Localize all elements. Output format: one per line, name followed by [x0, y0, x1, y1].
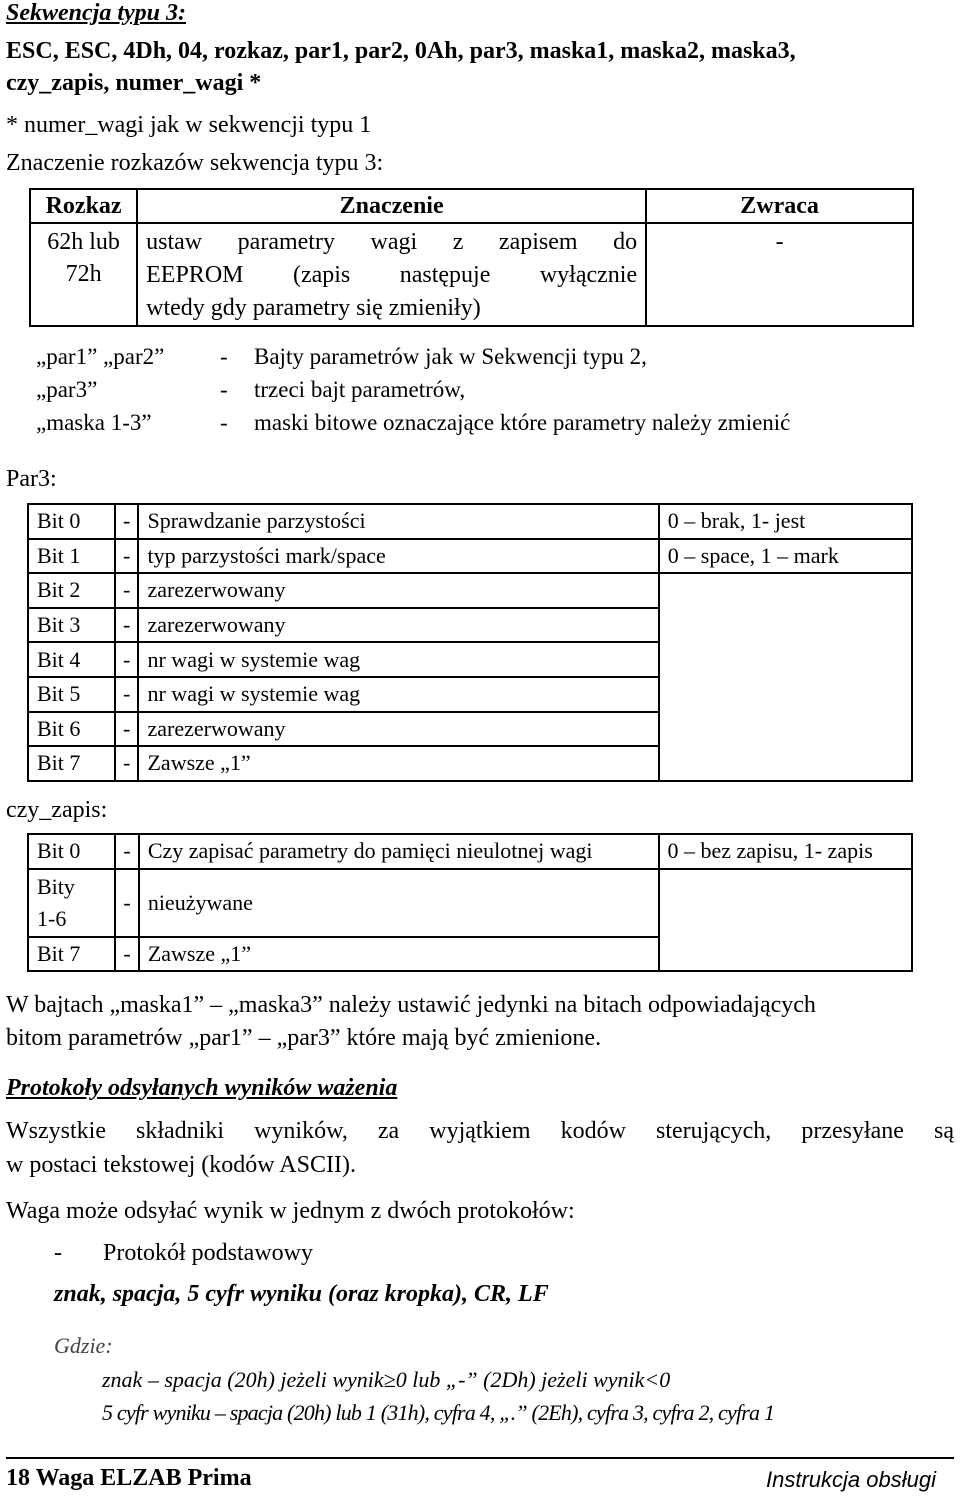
par3-bits-table — [27, 503, 913, 782]
result-cell-empty — [659, 573, 912, 781]
dash-cell: - — [115, 834, 139, 869]
desc-cell: Zawsze „1” — [139, 937, 659, 972]
par3-label: Par3: — [6, 466, 57, 492]
meaning-line-3: wtedy gdy parametry się zmieniły) — [146, 295, 481, 321]
footer-manual-title: Instrukcja obsługi — [766, 1467, 936, 1492]
meaning-title: Znaczenie rozkazów sekwencja typu 3: — [6, 150, 384, 176]
dash-cell: - — [115, 539, 139, 574]
result-cell: 0 – bez zapisu, 1- zapis — [659, 834, 913, 869]
command-table — [29, 188, 914, 327]
param-name: „maska 1-3” — [36, 410, 152, 435]
ascii-paragraph-line-2: w postaci tekstowej (kodów ASCII). — [6, 1152, 356, 1178]
result-cell: 0 – space, 1 – mark — [659, 539, 912, 574]
bit-cell: Bit 2 — [28, 573, 115, 608]
sequence-line-1: ESC, ESC, 4Dh, 04, rozkaz, par1, par2, 0Ah, par3, maska1, maska2, maska3, — [6, 38, 796, 64]
bit-cell: Bit 0 — [28, 834, 115, 869]
desc-cell: Zawsze „1” — [138, 746, 658, 781]
czy-zapis-label: czy_zapis: — [6, 797, 108, 823]
desc-cell: nr wagi w systemie wag — [138, 642, 658, 677]
table-row — [28, 869, 912, 937]
basic-protocol-label: Protokół podstawowy — [103, 1240, 313, 1266]
desc-cell: Czy zapisać parametry do pamięci nieulotnej wagi — [139, 834, 659, 869]
section-title: Sekwencja typu 3: — [6, 0, 186, 26]
table-row — [28, 834, 912, 869]
param-dash: - — [220, 344, 228, 369]
meaning-line-2: EEPROM (zapis następuje wyłącznie — [146, 262, 638, 288]
dash-cell: - — [115, 608, 139, 643]
dash-cell: - — [115, 642, 139, 677]
desc-cell: Sprawdzanie parzystości — [138, 504, 658, 539]
basic-protocol-dash: - — [54, 1240, 62, 1266]
param-desc: Bajty parametrów jak w Sekwencji typu 2, — [254, 344, 647, 369]
sequence-note: * numer_wagi jak w sekwencji typu 1 — [6, 112, 372, 138]
bit-line-2: 1-6 — [37, 905, 67, 931]
param-dash: - — [220, 410, 228, 435]
bit-cell: Bit 7 — [28, 746, 115, 781]
bit-line-1: Bity — [37, 873, 75, 899]
command-line-2: 72h — [65, 261, 102, 287]
czy-zapis-table — [27, 833, 913, 972]
where-line-1: znak – spacja (20h) jeżeli wynik≥0 lub „-” (2Dh) jeżeli wynik<0 — [102, 1367, 671, 1392]
ascii-paragraph-line-1: Wszystkie składniki wyników, za wyjątkiem kodów sterujących, przesyłane są — [6, 1118, 954, 1144]
result-cell: 0 – brak, 1- jest — [659, 504, 912, 539]
dash-cell: - — [115, 746, 139, 781]
col-header-returns: Zwraca — [646, 189, 913, 223]
mask-paragraph-line-1: W bajtach „maska1” – „maska3” należy ustawić jedynki na bitach odpowiadających — [6, 992, 816, 1018]
command-cell — [30, 223, 137, 326]
meaning-line-1: ustaw parametry wagi z zapisem do — [146, 229, 638, 255]
bit-cell: Bit 5 — [28, 677, 115, 712]
where-label: Gdzie: — [54, 1333, 113, 1358]
desc-cell: nieużywane — [139, 869, 659, 937]
desc-cell: zarezerwowany — [138, 573, 658, 608]
bit-cell: Bit 7 — [28, 937, 115, 972]
meaning-cell — [137, 223, 646, 326]
footer-divider — [6, 1457, 954, 1459]
col-header-command: Rozkaz — [30, 189, 137, 223]
protocol-format: znak, spacja, 5 cyfr wyniku (oraz kropka), CR, LF — [54, 1281, 549, 1307]
dash-cell: - — [115, 869, 139, 937]
param-desc: trzeci bajt parametrów, — [254, 377, 466, 402]
bit-cell: Bit 1 — [28, 539, 115, 574]
table-row — [28, 573, 912, 608]
table-row — [28, 539, 912, 574]
dash-cell: - — [115, 937, 139, 972]
bit-cell: Bit 4 — [28, 642, 115, 677]
bit-cell: Bit 0 — [28, 504, 115, 539]
param-name: „par1” „par2” — [36, 344, 165, 369]
param-dash: - — [220, 377, 228, 402]
col-header-meaning: Znaczenie — [137, 189, 646, 223]
sequence-line-2: czy_zapis, numer_wagi * — [6, 70, 262, 96]
desc-cell: zarezerwowany — [138, 712, 658, 747]
dash-cell: - — [115, 504, 139, 539]
desc-cell: zarezerwowany — [138, 608, 658, 643]
footer-page-title: 18 Waga ELZAB Prima — [6, 1465, 252, 1491]
returns-cell: - — [646, 223, 913, 326]
bit-cell: Bit 6 — [28, 712, 115, 747]
dash-cell: - — [115, 712, 139, 747]
desc-cell: typ parzystości mark/space — [138, 539, 658, 574]
two-protocols-text: Waga może odsyłać wynik w jednym z dwóch protokołów: — [6, 1198, 575, 1224]
where-line-2: 5 cyfr wyniku – spacja (20h) lub 1 (31h), cyfra 4, „.” (2Eh), cyfra 3, cyfra 2, cyfra 1 — [102, 1400, 775, 1425]
table-row — [28, 504, 912, 539]
result-cell-empty — [659, 869, 913, 972]
bit-cell — [28, 869, 115, 937]
param-name: „par3” — [36, 377, 98, 402]
dash-cell: - — [115, 573, 139, 608]
bit-cell: Bit 3 — [28, 608, 115, 643]
command-line-1: 62h lub — [47, 229, 120, 255]
mask-paragraph-line-2: bitom parametrów „par1” – „par3” które mają być zmienione. — [6, 1025, 602, 1051]
desc-cell: nr wagi w systemie wag — [138, 677, 658, 712]
dash-cell: - — [115, 677, 139, 712]
param-desc: maski bitowe oznaczające które parametry należy zmienić — [254, 410, 791, 435]
protocols-title: Protokoły odsyłanych wyników ważenia — [6, 1075, 398, 1101]
